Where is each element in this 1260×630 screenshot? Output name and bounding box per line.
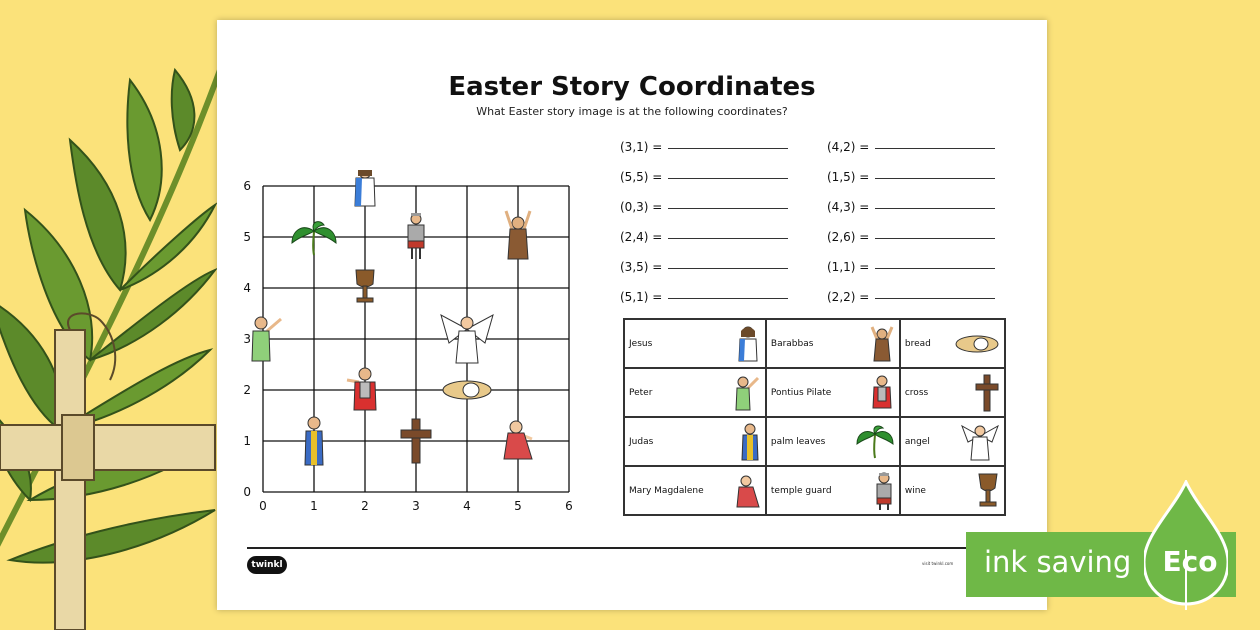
barabbas-icon — [506, 211, 530, 259]
picture-key-table — [623, 318, 1006, 516]
answer-line[interactable] — [668, 267, 788, 269]
question-coordinate: (2,6) = — [827, 230, 870, 244]
key-cell-pontius-pilate — [766, 368, 900, 417]
question-coordinate: (4,3) = — [827, 200, 870, 214]
y-tick-label: 2 — [243, 383, 251, 397]
question-row — [827, 168, 995, 186]
angel-icon — [441, 315, 493, 363]
key-cell-barabbas — [766, 319, 900, 368]
y-tick-label: 3 — [243, 332, 251, 346]
temple-guard-icon — [873, 471, 895, 511]
question-coordinate: (3,5) = — [620, 260, 663, 274]
x-tick-label: 1 — [310, 499, 318, 513]
y-tick-label: 5 — [243, 230, 251, 244]
jesus-icon — [735, 325, 761, 363]
judas-icon — [305, 417, 323, 465]
mary-magdalene-icon — [735, 473, 761, 509]
question-row — [827, 228, 995, 246]
jesus-icon — [355, 170, 375, 206]
question-row — [620, 198, 788, 216]
y-tick-label: 6 — [243, 179, 251, 193]
question-coordinate: (5,5) = — [620, 170, 663, 184]
key-cell-judas — [624, 417, 766, 466]
question-coordinate: (3,1) = — [620, 140, 663, 154]
mary-magdalene-icon — [504, 421, 532, 459]
key-cell-angel — [900, 417, 1005, 466]
y-tick-label: 4 — [243, 281, 251, 295]
question-row — [620, 228, 788, 246]
question-row — [827, 288, 995, 306]
key-cell-jesus — [624, 319, 766, 368]
key-row — [624, 417, 1005, 466]
question-row — [827, 198, 995, 216]
palm-leaves-icon — [292, 222, 336, 255]
barabbas-icon — [869, 325, 895, 363]
answer-line[interactable] — [875, 297, 995, 299]
question-coordinate: (1,5) = — [827, 170, 870, 184]
x-tick-label: 5 — [514, 499, 522, 513]
question-row — [827, 138, 995, 156]
bread-icon — [954, 333, 1000, 355]
question-coordinate: (2,4) = — [620, 230, 663, 244]
twinkl-logo: twinkl — [247, 556, 287, 574]
question-coordinate: (2,2) = — [827, 290, 870, 304]
key-label: cross — [904, 387, 929, 398]
x-tick-label: 3 — [412, 499, 420, 513]
answer-line[interactable] — [875, 147, 995, 149]
wine-icon — [356, 270, 374, 302]
answer-line[interactable] — [668, 147, 788, 149]
key-label: Jesus — [629, 338, 653, 349]
key-label: wine — [904, 485, 926, 496]
key-cell-palm-leaves — [766, 417, 900, 466]
answer-line[interactable] — [875, 177, 995, 179]
footer-link[interactable]: visit twinkl.com — [922, 561, 954, 566]
worksheet-subtitle: What Easter story image is at the following coordinates? — [476, 105, 788, 118]
answer-line[interactable] — [668, 297, 788, 299]
ink-saving-text: ink saving — [984, 545, 1132, 579]
worksheet — [217, 20, 1047, 610]
question-row — [620, 168, 788, 186]
footer-divider — [247, 547, 1017, 549]
pontius-pilate-icon — [347, 368, 376, 410]
answer-line[interactable] — [668, 237, 788, 239]
question-coordinate: (1,1) = — [827, 260, 870, 274]
angel-icon — [960, 422, 1000, 462]
key-label: angel — [904, 436, 930, 447]
key-cell-peter — [624, 368, 766, 417]
key-cell-cross — [900, 368, 1005, 417]
answer-line[interactable] — [875, 207, 995, 209]
key-label: Mary Magdalene — [629, 485, 704, 496]
answer-line[interactable] — [668, 207, 788, 209]
palm-leaves-icon — [855, 424, 895, 460]
y-tick-label: 0 — [243, 485, 251, 499]
key-row — [624, 319, 1005, 368]
x-tick-label: 6 — [565, 499, 573, 513]
key-label: Barabbas — [770, 338, 814, 349]
key-cell-bread — [900, 319, 1005, 368]
key-label: palm leaves — [770, 436, 826, 447]
key-row — [624, 368, 1005, 417]
bread-icon — [443, 381, 491, 399]
judas-icon — [739, 422, 761, 462]
key-row — [624, 466, 1005, 515]
key-label: Peter — [629, 387, 653, 398]
question-row — [827, 258, 995, 276]
cross-icon — [974, 374, 1000, 412]
wine-icon — [976, 472, 1000, 510]
question-coordinate: (0,3) = — [620, 200, 663, 214]
key-cell-mary-magdalene — [624, 466, 766, 515]
key-label: Judas — [629, 436, 654, 447]
question-row — [620, 138, 788, 156]
palm-branch-illustration — [0, 70, 220, 563]
answer-line[interactable] — [875, 237, 995, 239]
answer-line[interactable] — [668, 177, 788, 179]
x-tick-label: 4 — [463, 499, 471, 513]
question-row — [620, 288, 788, 306]
y-tick-label: 1 — [243, 434, 251, 448]
coordinate-grid — [237, 170, 617, 550]
peter-icon — [731, 374, 761, 412]
key-cell-wine — [900, 466, 1005, 515]
answer-line[interactable] — [875, 267, 995, 269]
key-cell-temple-guard — [766, 466, 900, 515]
question-coordinate: (4,2) = — [827, 140, 870, 154]
x-tick-label: 0 — [259, 499, 267, 513]
key-label: temple guard — [770, 485, 832, 496]
pontius-pilate-icon — [869, 374, 895, 412]
x-tick-label: 2 — [361, 499, 369, 513]
eco-badge-label: Eco — [1162, 545, 1218, 578]
worksheet-title: Easter Story Coordinates — [448, 72, 816, 102]
question-row — [620, 258, 788, 276]
question-coordinate: (5,1) = — [620, 290, 663, 304]
key-label: Pontius Pilate — [770, 387, 832, 398]
key-label: bread — [904, 338, 931, 349]
